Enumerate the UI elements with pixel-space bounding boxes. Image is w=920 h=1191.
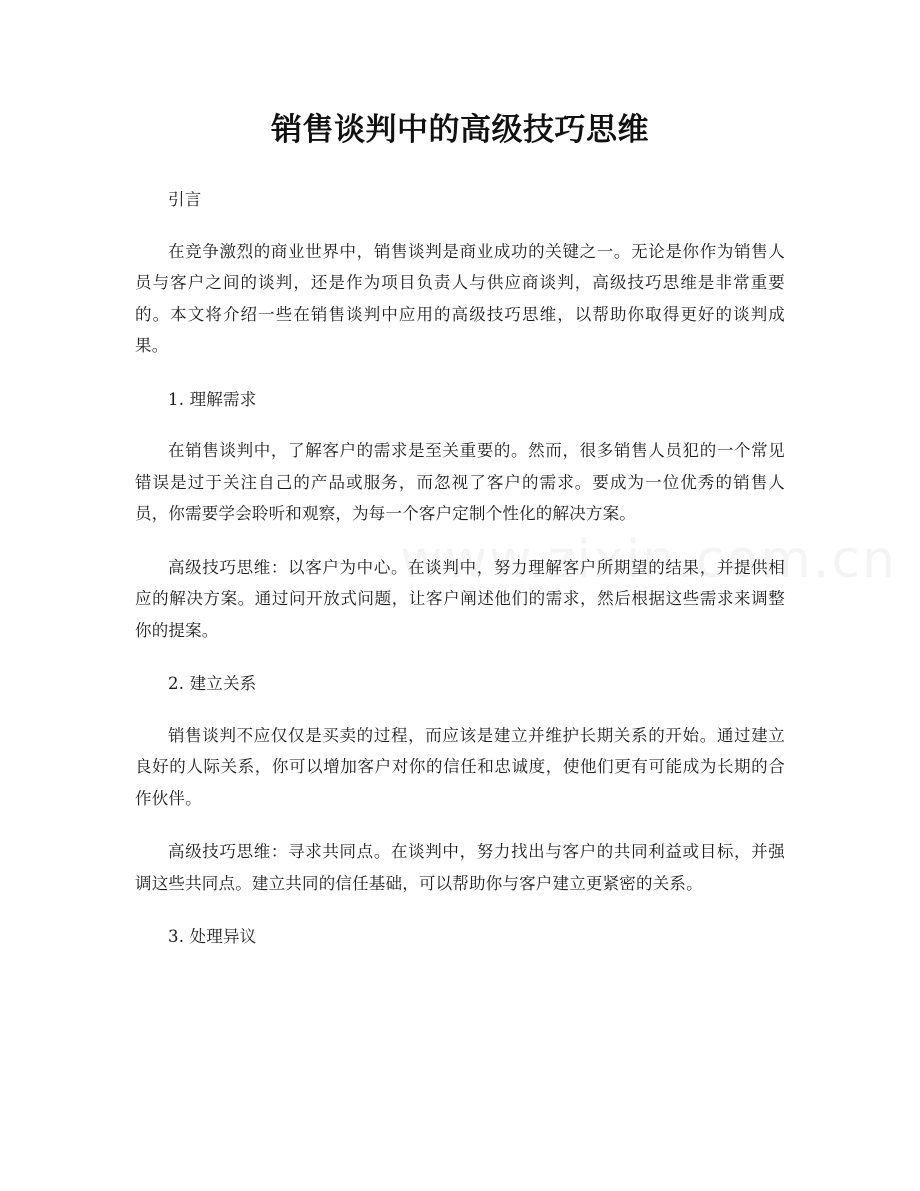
section-1-paragraph-2: 高级技巧思维：以客户为中心。在谈判中，努力理解客户所期望的结果，并提供相应的解决方案。通过问开放式问题，让客户阐述他们的需求，然后根据这些需求来调整你的提案。 bbox=[135, 557, 785, 640]
section-2-paragraph-1: 销售谈判不应仅仅是买卖的过程，而应该是建立并维护长期关系的开始。通过建立良好的人际关系，你可以增加客户对你的信任和忠诚度，使他们更有可能成为长期的合作伙伴。 bbox=[135, 725, 785, 808]
section-heading-3: 3. 处理异议 bbox=[168, 927, 257, 946]
intro-paragraph: 在竞争激烈的商业世界中，销售谈判是商业成功的关键之一。无论是你作为销售人员与客户之间的谈判，还是作为项目负责人与供应商谈判，高级技巧思维是非常重要的。本文将介绍一些在销售谈判中应用的高级技巧思维，以帮助你取得更好的谈判成果。 bbox=[135, 241, 785, 355]
section-2-paragraph-2: 高级技巧思维：寻求共同点。在谈判中，努力找出与客户的共同利益或目标，并强调这些共同点。建立共同的信任基础，可以帮助你与客户建立更紧密的关系。 bbox=[135, 842, 785, 893]
intro-heading: 引言 bbox=[168, 190, 202, 209]
section-heading-2: 2. 建立关系 bbox=[168, 674, 257, 693]
document-body bbox=[135, 184, 785, 973]
section-heading-1: 1. 理解需求 bbox=[168, 389, 257, 409]
section-1-paragraph-1: 在销售谈判中，了解客户的需求是至关重要的。然而，很多销售人员犯的一个常见错误是过于关注自己的产品或服务，而忽视了客户的需求。要成为一位优秀的销售人员，你需要学会聆听和观察，为每一个客户定制个性化的解决方案。 bbox=[135, 441, 785, 523]
document-title: 销售谈判中的高级技巧思维 bbox=[271, 112, 649, 148]
